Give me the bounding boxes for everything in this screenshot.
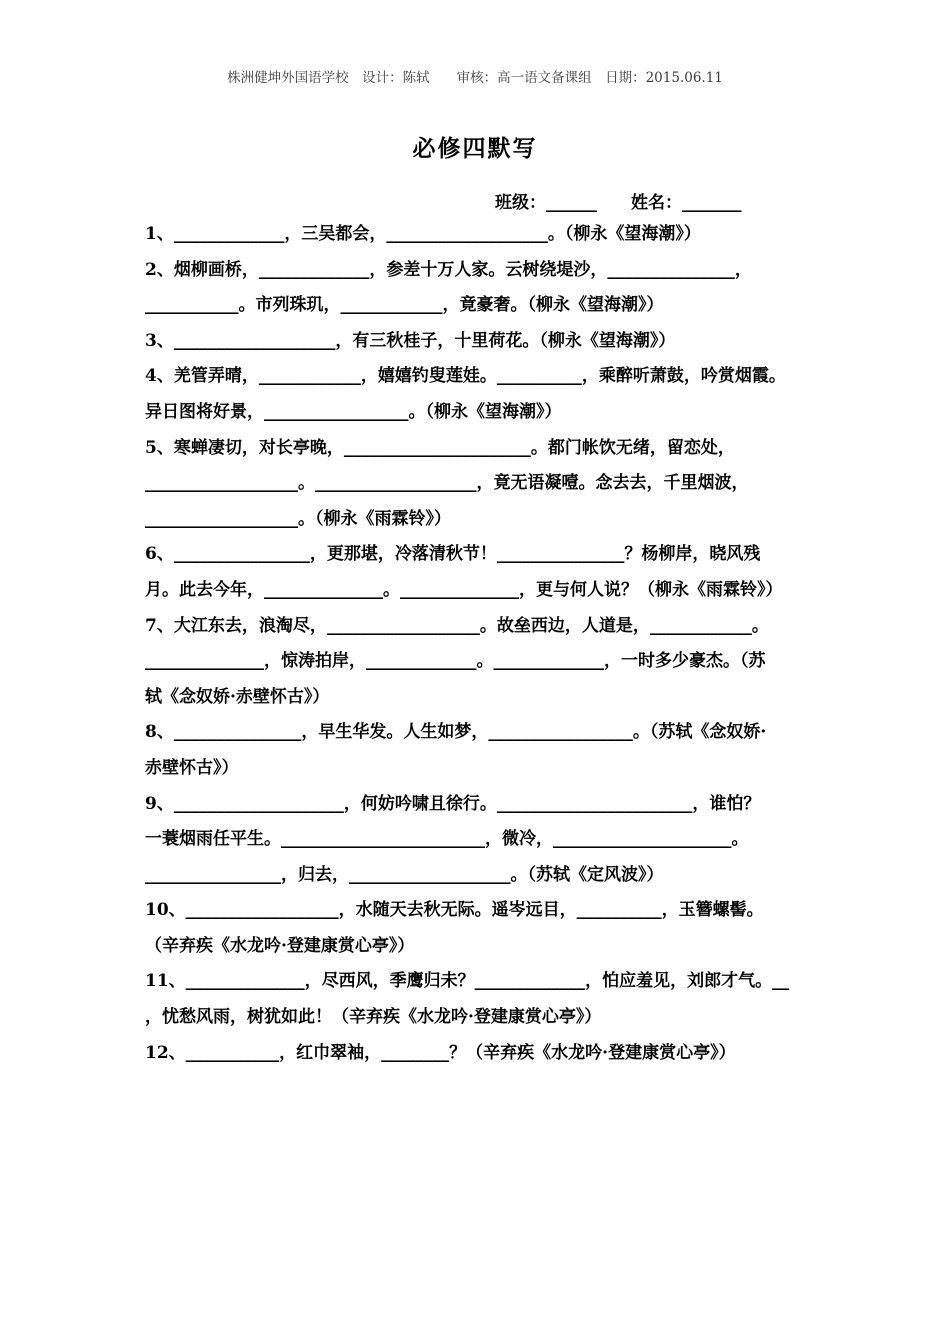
page-title: 必修四默写: [412, 135, 538, 162]
question-line: 赤壁怀古》）: [145, 757, 239, 778]
dictation-questions: [145, 217, 815, 1071]
question-line: __________________。___________________，竟无语凝噎。念去去，千里烟波，: [145, 473, 749, 494]
question-line: 3、___________________，有三秋桂子，十里荷花。（柳永《望海潮》）: [145, 330, 676, 351]
question-line: （辛弃疾《水龙吟·登建康赏心亭》）: [145, 935, 415, 956]
question-line: 轼《念奴娇·赤壁怀古》）: [145, 686, 330, 707]
question-line: 11、______________，尽西风，季鹰归未？_____________，怕应羞见，刘郎才气。__: [145, 971, 790, 992]
question-line: 一蓑烟雨任平生。________________________，微冷，_____________________。: [145, 829, 749, 850]
question-line: 8、_______________，早生华发。人生如梦，_________________。（苏轼《念奴娇·: [145, 722, 767, 743]
question-line: 1、_____________，三吴都会，___________________。（柳永《望海潮》）: [145, 224, 701, 244]
question-line: __________________。（柳永《雨霖铃》）: [145, 508, 451, 529]
question-line: 月。此去今年，______________。______________，更与何人说？（柳永《雨霖铃》）: [145, 579, 783, 600]
question-line: 7、大江东去，浪淘尽，__________________。故垒西边，人道是，____________。: [145, 615, 769, 636]
document-header: 株洲健坤外国语学校 设计：陈轼 审核：高一语文备课组 日期：2015.06.11: [227, 70, 723, 86]
class-name-fields: 班级：______ 姓名：_______: [495, 193, 742, 213]
question-line: ________________，归去，___________________。（苏轼《定风波》）: [145, 864, 664, 885]
question-line: 12、___________，红巾翠袖，________？（辛弃疾《水龙吟·登建康赏心亭》）: [145, 1042, 736, 1063]
question-line: 4、羌管弄晴，____________，嬉嬉钓叟莲娃。__________，乘醉听萧鼓，吟赏烟霞。: [145, 366, 786, 387]
question-line: ，忧愁风雨，树犹如此！（辛弃疾《水龙吟·登建康赏心亭》）: [145, 1007, 602, 1028]
question-line: ___________。市列珠玑，____________，竟豪奢。（柳永《望海潮》）: [145, 295, 664, 316]
question-line: 9、____________________，何妨吟啸且徐行。_______________________，谁怕？: [145, 793, 761, 814]
question-line: 异日图将好景，_________________。（柳永《望海潮》）: [145, 401, 562, 422]
question-line: ______________，惊涛拍岸，_____________。_____________，一时多少豪杰。（苏: [145, 651, 766, 672]
question-line: 10、__________________，水随天去秋无际。遥岑远目，__________，玉簪螺髻。: [145, 900, 764, 921]
question-line: 2、烟柳画桥，_____________，参差十万人家。云树绕堤沙，_______________，: [145, 259, 752, 280]
question-line: 5、寒蝉凄切，对长亭晚，______________________。都门帐饮无绪，留恋处，: [145, 437, 735, 458]
question-line: 6、________________，更那堪，冷落清秋节！_______________？杨柳岸，晓风残: [145, 544, 761, 565]
